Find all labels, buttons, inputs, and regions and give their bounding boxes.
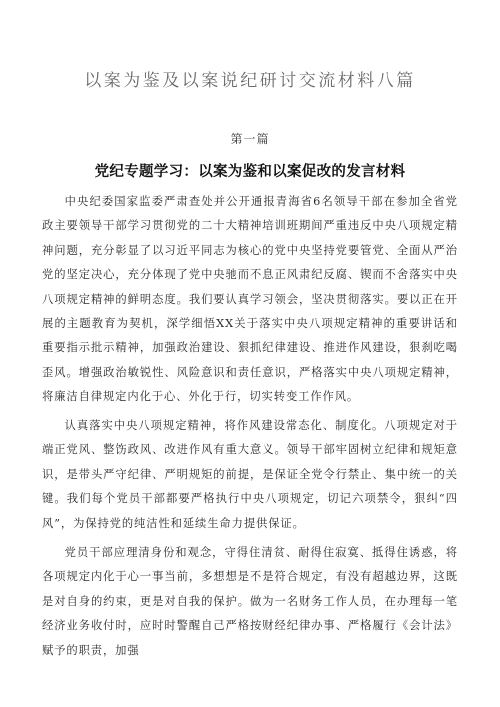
section-label: 第一篇 — [230, 132, 270, 146]
body-paragraph: 党员干部应理清身份和观念，守得住清贫、耐得住寂寞、抵得住诱惑，将各项规定内化于心一事当前，多想想是不是符合规定，有没有超越边界，这既是对自身的约束，更是对自我的保护。做为一名财务工作人员，在办理每一笔经济业务收付时，应时时警醒自己严格按财经纪律办事、严格履行《会计法》赋予的职责，加强 — [42, 546, 458, 657]
document-title: 以案为鉴及以案说纪研讨交流材料八篇 — [84, 71, 416, 91]
body-paragraph: 认真落实中央八项规定精神，将作风建设常态化、制度化。八项规定对于端正党风、整饬政风、改进作风有重大意义。领导干部牢固树立纪律和规矩意识，是带头严守纪律、严明规矩的前提，是保证全党令行禁止、集中统一的关键。我们每个党员干部都要严格执行中央八项规定，切记六项禁令，狠纠“四风”，为保持党的纯洁性和延续生命力提供保证。 — [42, 419, 458, 530]
body-paragraph: 中央纪委国家监委严肃查处并公开通报青海省6名领导干部在参加全省党政主要领导干部学习贯彻党的二十大精神培训班期间严重违反中央八项规定精神问题，充分彰显了以习近平同志为核心的党中央坚持党要管党、全面从严治党的坚定决心，充分体现了党中央驰而不息正风肃纪反腐、锲而不舍落实中央八项规定精神的鲜明态度。我们要认真学习领会，坚决贯彻落实。要以正在开展的主题教育为契机，深学细悟XX关于落实中央八项规定精神的重要讲话和重要指示批示精神，加强政治建设、狠抓纪律建设、推进作风建设，狠刹吃喝歪风。增强政治敏锐性、风险意识和责任意识，严格落实中央八项规定精神，将廉洁自律规定内化于心、外化于行，切实转变工作作风。 — [42, 195, 458, 404]
section-heading: 党纪专题学习：以案为鉴和以案促改的发言材料 — [94, 164, 406, 180]
